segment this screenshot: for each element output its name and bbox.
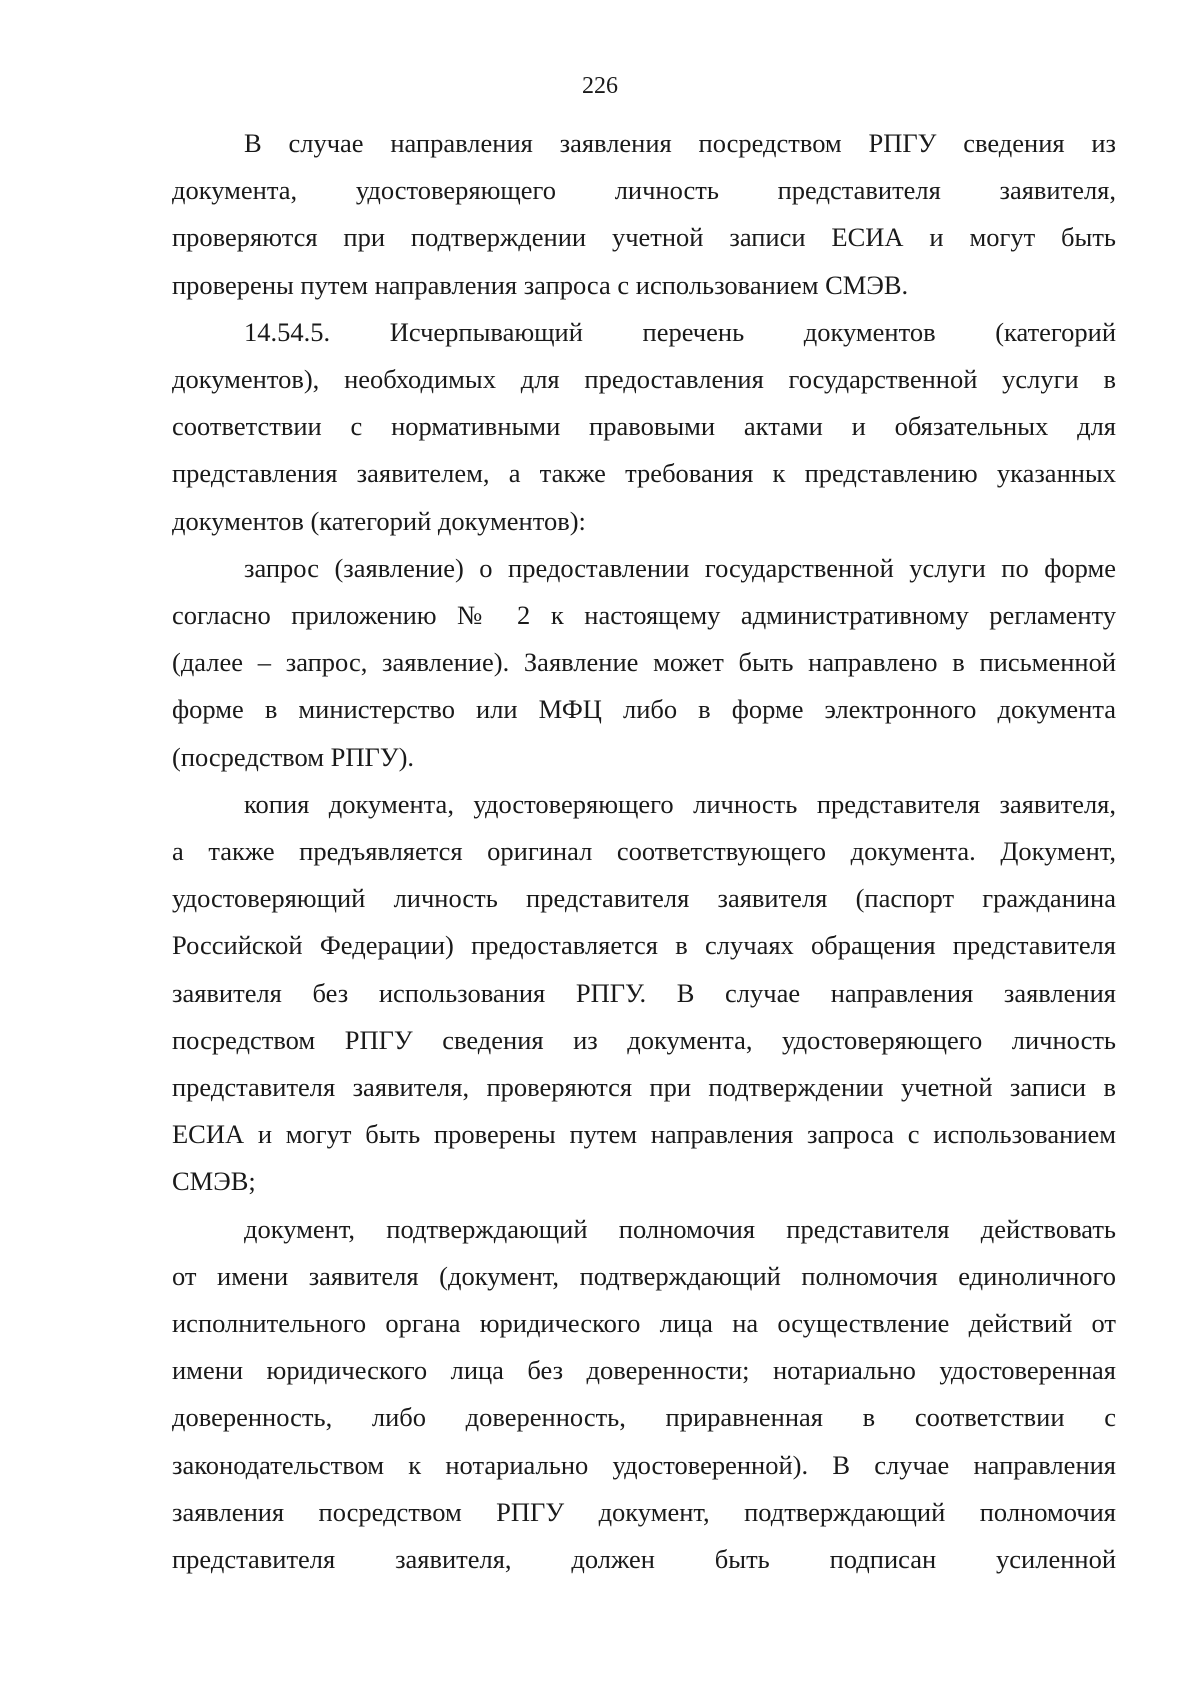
text-line: (посредством РПГУ). [172, 741, 415, 772]
text-line: ЕСИА и могут быть проверены путем направления запроса с использованием [172, 1119, 1116, 1150]
text-line: законодательством к нотариально удостоверенной). В случае направления [172, 1449, 1116, 1480]
text-line: 14.54.5. Исчерпывающий перечень документов (категорий [244, 316, 1116, 347]
text-line: исполнительного органа юридического лица на осуществление действий от [172, 1308, 1116, 1339]
text-line: (далее – запрос, заявление). Заявление может быть направлено в письменной [172, 647, 1116, 678]
text-line: заявителя без использования РПГУ. В случае направления заявления [172, 977, 1116, 1008]
text-line: проверяются при подтверждении учетной записи ЕСИА и могут быть [172, 222, 1116, 253]
text-line: В случае направления заявления посредством РПГУ сведения из [244, 128, 1116, 158]
paragraph [172, 120, 1116, 309]
text-line: документа, удостоверяющего личность представителя заявителя, [172, 175, 1116, 206]
text-line: проверены путем направления запроса с использованием СМЭВ. [172, 269, 909, 300]
page-number: 226 [582, 73, 618, 99]
text-line: копия документа, удостоверяющего личность представителя заявителя, [244, 788, 1116, 819]
text-line: имени юридического лица без доверенности; нотариально удостоверенная [172, 1355, 1116, 1386]
paragraph [172, 309, 1116, 545]
text-line: а также предъявляется оригинал соответствующего документа. Документ, [172, 836, 1116, 867]
text-line: представителя заявителя, должен быть подписан усиленной [172, 1544, 1116, 1575]
text-line: доверенность, либо доверенность, приравненная в соответствии с [172, 1402, 1116, 1433]
text-line: СМЭВ; [172, 1166, 256, 1197]
text-line: документов (категорий документов): [172, 505, 586, 536]
text-line: запрос (заявление) о предоставлении государственной услуги по форме [244, 552, 1116, 583]
text-line: представителя заявителя, проверяются при подтверждении учетной записи в [172, 1072, 1116, 1103]
document-body [172, 120, 1116, 1583]
paragraph [172, 1206, 1116, 1584]
text-line: посредством РПГУ сведения из документа, удостоверяющего личность [172, 1024, 1116, 1055]
text-line: форме в министерство или МФЦ либо в форме электронного документа [172, 694, 1116, 725]
text-line: заявления посредством РПГУ документ, подтверждающий полномочия [172, 1496, 1116, 1527]
text-line: от имени заявителя (документ, подтверждающий полномочия единоличного [172, 1260, 1116, 1291]
text-line: документов), необходимых для предоставления государственной услуги в [172, 364, 1116, 395]
text-line: документ, подтверждающий полномочия представителя действовать [244, 1213, 1116, 1244]
text-line: Российской Федерации) предоставляется в случаях обращения представителя [172, 930, 1116, 961]
paragraph [172, 781, 1116, 1206]
text-line: согласно приложению № 2 к настоящему административному регламенту [172, 600, 1116, 631]
paragraph [172, 545, 1116, 781]
text-line: удостоверяющий личность представителя заявителя (паспорт гражданина [172, 883, 1116, 914]
text-line: соответствии с нормативными правовыми актами и обязательных для [172, 411, 1116, 442]
text-line: представления заявителем, а также требования к представлению указанных [172, 458, 1116, 489]
